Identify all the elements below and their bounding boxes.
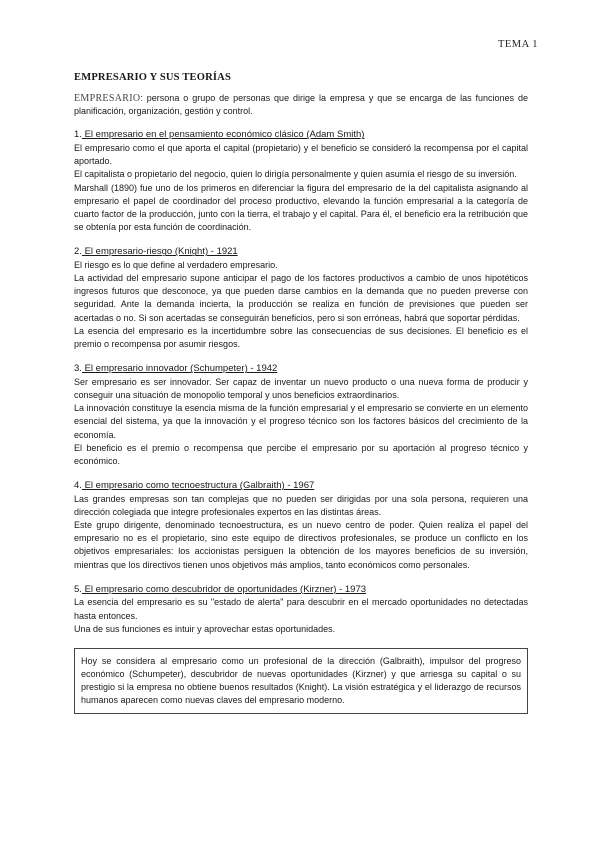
- summary-text: Hoy se considera al empresario como un profesional de la dirección (Galbraith), impulsor del progreso económico (Schumpeter), descubridor de nuevas oportunidades (Kirzner) y que arriesga su capital o su prestigio si la empresa no obtiene buenos resultados (Knight). La visión estratégica y el liderazgo de recursos humanos aparecen como nuevas claves del empresario moderno.: [81, 656, 521, 705]
- section-paragraph: La esencia del empresario es su "estado de alerta" para descubrir en el mercado oportunidades no detectadas hasta entonces.: [74, 597, 528, 621]
- section-paragraph: El capitalista o propietario del negocio, quien lo dirigía personalmente y quien asumía el riesgo de su inversión.: [74, 169, 517, 180]
- summary-box: [74, 648, 528, 714]
- section-paragraph: El beneficio es el premio o recompensa que percibe el empresario por su aportación al progreso técnico y económico.: [74, 442, 528, 466]
- section-paragraph: Este grupo dirigente, denominado tecnoestructura, es un nuevo centro de poder. Quien realiza el papel del empresario no es el propietario, sino este equipo de directivos profesionales, se produce un conflicto en los objetivos empresariales: los accionistas persiguen la obtención de los mayores beneficios de su inversión, mientras que los directivos tienen unos objetivos más amplios, tanto económicos como personales.: [74, 520, 528, 570]
- section-title: El empresario-riesgo (Knight) - 1921: [81, 246, 238, 258]
- section-number: 1.: [74, 129, 82, 141]
- section-paragraph: Una de sus funciones es intuir y aprovechar estas oportunidades.: [74, 623, 336, 634]
- section-title: El empresario como tecnoestructura (Galbraith) - 1967: [81, 480, 315, 492]
- section-number: 5.: [74, 583, 82, 595]
- section-number: 4.: [74, 480, 82, 492]
- section-number: 3.: [74, 363, 82, 375]
- section-paragraph: La esencia del empresario es la incertidumbre sobre las consecuencias de sus decisiones. El beneficio es el premio o recompensa por asumir riesgos.: [74, 325, 528, 350]
- document-title: EMPRESARIO Y SUS TEORÍAS: [74, 72, 231, 83]
- section-title: El empresario en el pensamiento económico clásico (Adam Smith): [81, 129, 365, 141]
- section-paragraph: La innovación constituye la esencia misma de la función empresarial y el empresario se convierte en un elemento esencial del sistema, ya que la innovación y el progreso técnico son los factores básicos del crecimiento de la economía.: [74, 403, 528, 440]
- page-header-label: TEMA 1: [497, 39, 538, 50]
- section-title: El empresario innovador (Schumpeter) - 1942: [81, 363, 278, 375]
- section-heading: [74, 583, 528, 597]
- section-paragraph: Las grandes empresas son tan complejas que no pueden ser dirigidas por una sola persona, requieren una dirección colegiada que integre profesionales expertos en las distintas áreas.: [74, 493, 528, 517]
- intro-term: EMPRESARIO: [74, 93, 141, 104]
- section-paragraph: Marshall (1890) fue uno de los primeros en diferenciar la figura del empresario de la del capitalista asignando al empresario el papel de coordinador del proceso productivo, elevando la función empresarial a la categoría de cuarto factor de la producción, junto con la tierra, el trabajo y el capital. Para él, el beneficio era la retribución que se obtenía por esta función de coordinación.: [74, 182, 528, 233]
- section-number: 2.: [74, 246, 82, 258]
- section-heading: [74, 479, 528, 493]
- intro-definition: [74, 92, 528, 118]
- document-body: [74, 72, 528, 714]
- section-paragraph: Ser empresario es ser innovador. Ser capaz de inventar un nuevo producto o una nueva forma de producir y conseguir una situación de monopolio temporal y unos beneficios extraordinarios.: [74, 376, 528, 400]
- intro-definition-text: : persona o grupo de personas que dirige la empresa y que se encarga de las funciones de planificación, organización, gestión y control.: [74, 93, 528, 117]
- section-paragraph: El empresario como el que aporta el capital (propietario) y el beneficio se consideró la recompensa por el capital aportado.: [74, 142, 528, 167]
- section-heading: [74, 362, 528, 376]
- section-4: [74, 479, 528, 572]
- section-heading: [74, 128, 528, 142]
- section-paragraph: La actividad del empresario supone anticipar el pago de los factores productivos a cambio de unos hipotéticos ingresos futuros que desconoce, ya que pueden darse cambios en la demanda que no pueden preverse con seguridad. Ante la demanda incierta, la producción se realiza en función de previsiones que pueden ser acertadas o no. Si son acertadas se conseguirán beneficios, pero si son erróneas, habrá que soportar pérdidas.: [74, 273, 528, 323]
- section-5: [74, 583, 528, 636]
- section-1: [74, 128, 528, 234]
- section-title: El empresario como descubridor de oportunidades (Kirzner) - 1973: [81, 583, 367, 595]
- section-paragraph: El riesgo es lo que define al verdadero empresario.: [74, 259, 278, 270]
- section-3: [74, 362, 528, 468]
- section-2: [74, 245, 528, 351]
- section-heading: [74, 245, 528, 259]
